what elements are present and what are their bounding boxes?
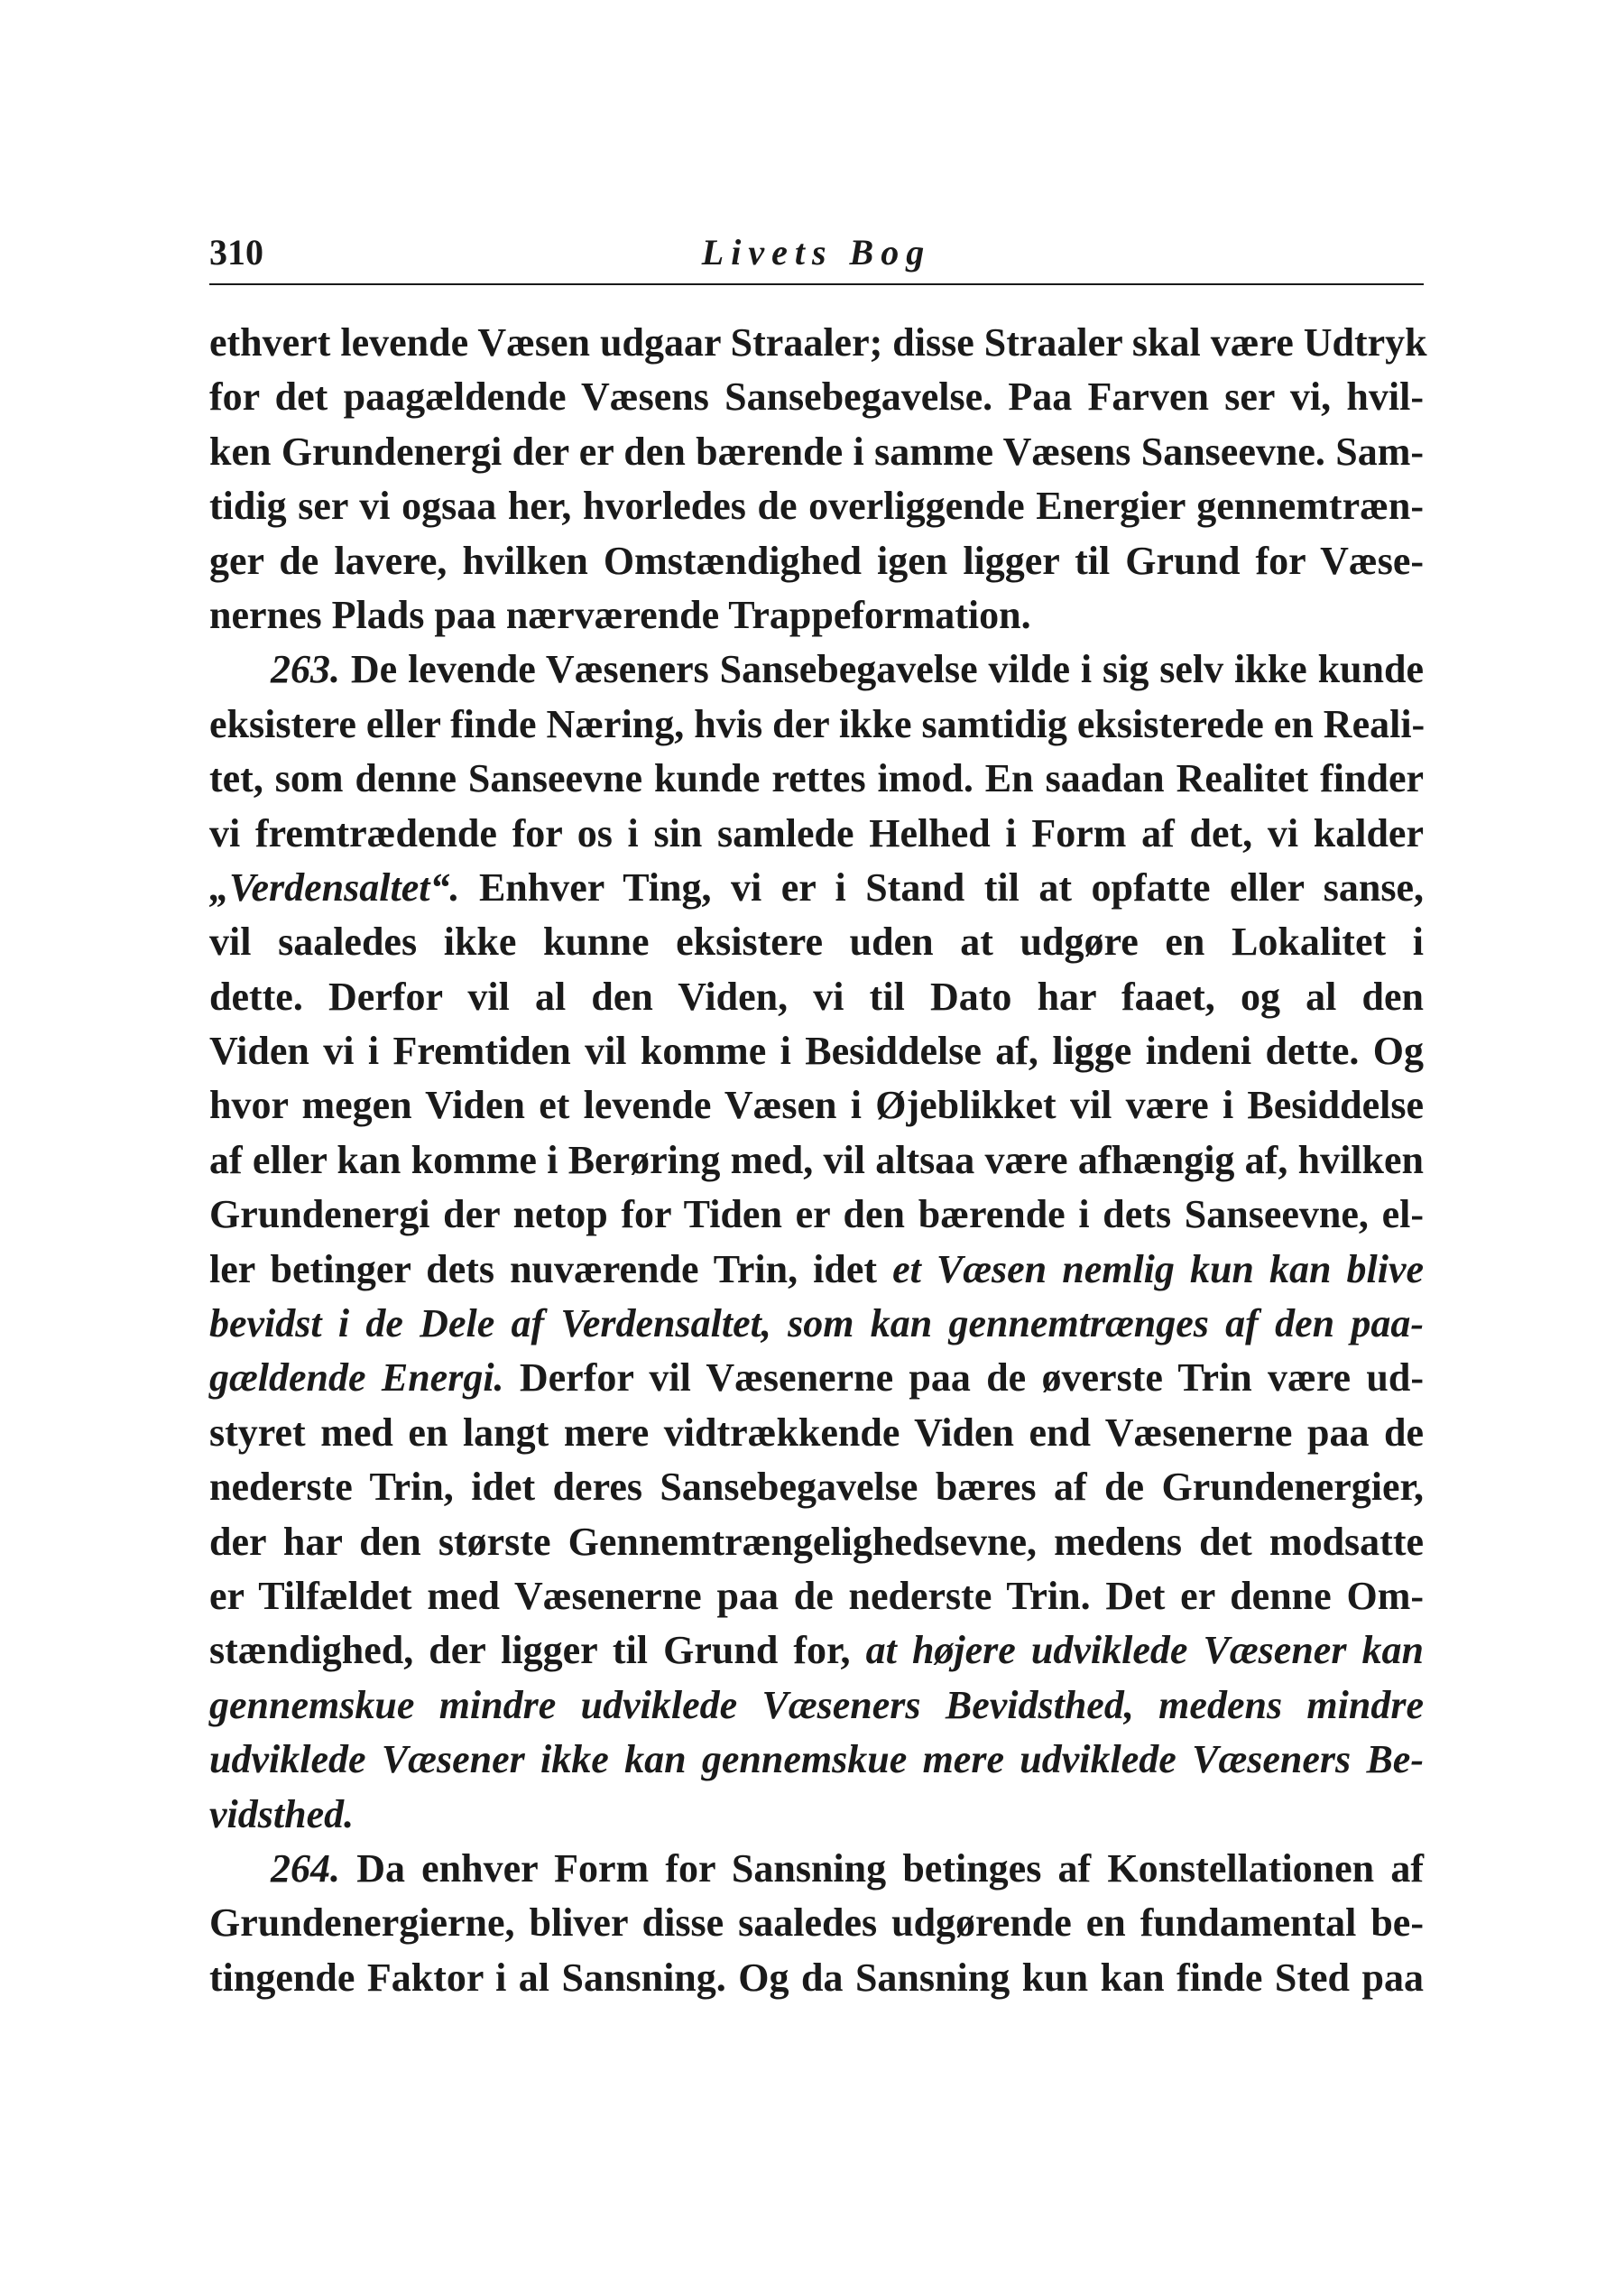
line-text: af eller kan komme i Berøring med, vil altsaa være afhængig af, hvilken <box>209 1137 1424 1182</box>
text-line <box>209 370 1424 424</box>
line-text: De levende Væseners Sansebegavelse vilde i sig selv ikke kunde <box>340 647 1424 692</box>
line-text: tidig ser vi ogsaa her, hvorledes de overliggende Energier gennemtræn- <box>209 484 1424 529</box>
text-line <box>209 1569 1424 1623</box>
text-line <box>209 316 1427 370</box>
text-line <box>209 1406 1424 1460</box>
text-line <box>209 643 1424 697</box>
line-text: vi fremtrædende for os i sin samlede Helhed i Form af det, vi kalder <box>209 810 1424 855</box>
line-text: tet, som denne Sanseevne kunde rettes imod. En saadan Realitet finder <box>209 756 1424 801</box>
text-line <box>209 1623 1424 1678</box>
line-text: tingende Faktor i al Sansning. Og da Sansning kun kan finde Sted paa <box>209 1955 1424 2000</box>
text-line <box>209 1024 1424 1078</box>
line-text: Derfor vil Væsenerne paa de øverste Trin være ud- <box>503 1355 1424 1401</box>
line-text: nederste Trin, idet deres Sansebegavelse bæres af de Grundenergier, <box>209 1465 1424 1510</box>
text-line <box>209 1788 1424 1842</box>
text-line <box>209 479 1424 533</box>
page-header <box>209 227 1424 285</box>
text-line <box>209 588 1424 643</box>
paragraph-number: 264. <box>271 1845 340 1891</box>
line-text: dette. Derfor vil al den Viden, vi til Dato har faaet, og al den <box>209 974 1424 1019</box>
text-line <box>209 1951 1424 2005</box>
line-text: Da enhver Form for Sansning betinges af Konstellationen af <box>340 1845 1424 1891</box>
text-line <box>209 807 1424 861</box>
text-line <box>209 425 1424 479</box>
text-line <box>209 1515 1424 1569</box>
line-text: er Tilfældet med Væsenerne paa de nederste Trin. Det er denne Om- <box>209 1573 1424 1618</box>
text-line <box>209 1896 1424 1950</box>
text-line <box>209 1297 1424 1351</box>
italic-text: vidsthed. <box>209 1791 355 1836</box>
text-line <box>209 1188 1424 1242</box>
text-line <box>209 752 1424 806</box>
page-number: 310 <box>209 232 263 273</box>
text-line <box>209 1243 1424 1297</box>
text-line <box>209 1133 1424 1188</box>
italic-text: gældende Energi. <box>209 1355 504 1401</box>
text-line <box>209 1842 1424 1896</box>
line-text: for det paagældende Væsens Sansebegavelse. Paa Farven ser vi, hvil- <box>209 374 1424 420</box>
line-text: Viden vi i Fremtiden vil komme i Besiddelse af, ligge indeni dette. Og <box>209 1029 1424 1074</box>
italic-text: at højere udviklede Væsener kan <box>865 1628 1425 1673</box>
running-title: Livets Bog <box>701 232 932 273</box>
italic-text: gennemskue mindre udviklede Væseners Bevidsthed, medens mindre <box>209 1682 1424 1727</box>
line-text: ger de lavere, hvilken Omstændighed igen ligger til Grund for Væse- <box>209 538 1424 583</box>
body-text <box>209 316 1427 2005</box>
text-line <box>209 1460 1424 1514</box>
text-line <box>209 915 1424 969</box>
line-text: Enhver Ting, vi er i Stand til at opfatte eller sanse, <box>459 864 1424 910</box>
text-line <box>209 1678 1424 1733</box>
text-line <box>209 534 1424 588</box>
paragraph-number: 263. <box>271 647 340 692</box>
line-text: vil saaledes ikke kunne eksistere uden at udgøre en Lokalitet i <box>209 920 1424 965</box>
line-text: eksistere eller finde Næring, hvis der ikke samtidig eksisterede en Reali- <box>209 701 1426 746</box>
line-text: Grundenergierne, bliver disse saaledes udgørende en fundamental be- <box>209 1900 1424 1946</box>
text-line <box>209 970 1424 1024</box>
line-text: ethvert levende Væsen udgaar Straaler; disse Straaler skal være Udtryk <box>209 320 1427 365</box>
line-text: styret med en langt mere vidtrækkende Viden end Væsenerne paa de <box>209 1410 1424 1455</box>
line-text: ken Grundenergi der er den bærende i samme Væsens Sanseevne. Sam- <box>209 429 1424 474</box>
text-line <box>209 1351 1424 1405</box>
italic-text: et Væsen nemlig kun kan blive <box>892 1246 1424 1291</box>
text-line <box>209 698 1424 752</box>
text-line <box>209 1733 1424 1787</box>
text-line <box>209 1078 1424 1133</box>
text-line <box>209 861 1424 915</box>
italic-text: udviklede Væsener ikke kan gennemskue mere udviklede Væseners Be- <box>209 1737 1424 1782</box>
line-text: der har den største Gennemtrængelighedsevne, medens det modsatte <box>209 1519 1424 1564</box>
italic-text: bevidst i de Dele af Verdensaltet, som kan gennemtrænges af den paa- <box>209 1301 1424 1346</box>
line-text: stændighed, der ligger til Grund for, <box>209 1628 866 1673</box>
line-text: nernes Plads paa nærværende Trappeformation. <box>209 592 1031 637</box>
italic-text: „Verdensaltet“. <box>209 864 460 910</box>
line-text: ler betinger dets nuværende Trin, idet <box>209 1246 893 1291</box>
line-text: Grundenergi der netop for Tiden er den bærende i dets Sanseevne, el- <box>209 1192 1424 1237</box>
line-text: hvor megen Viden et levende Væsen i Øjeblikket vil være i Besiddelse <box>209 1083 1424 1128</box>
